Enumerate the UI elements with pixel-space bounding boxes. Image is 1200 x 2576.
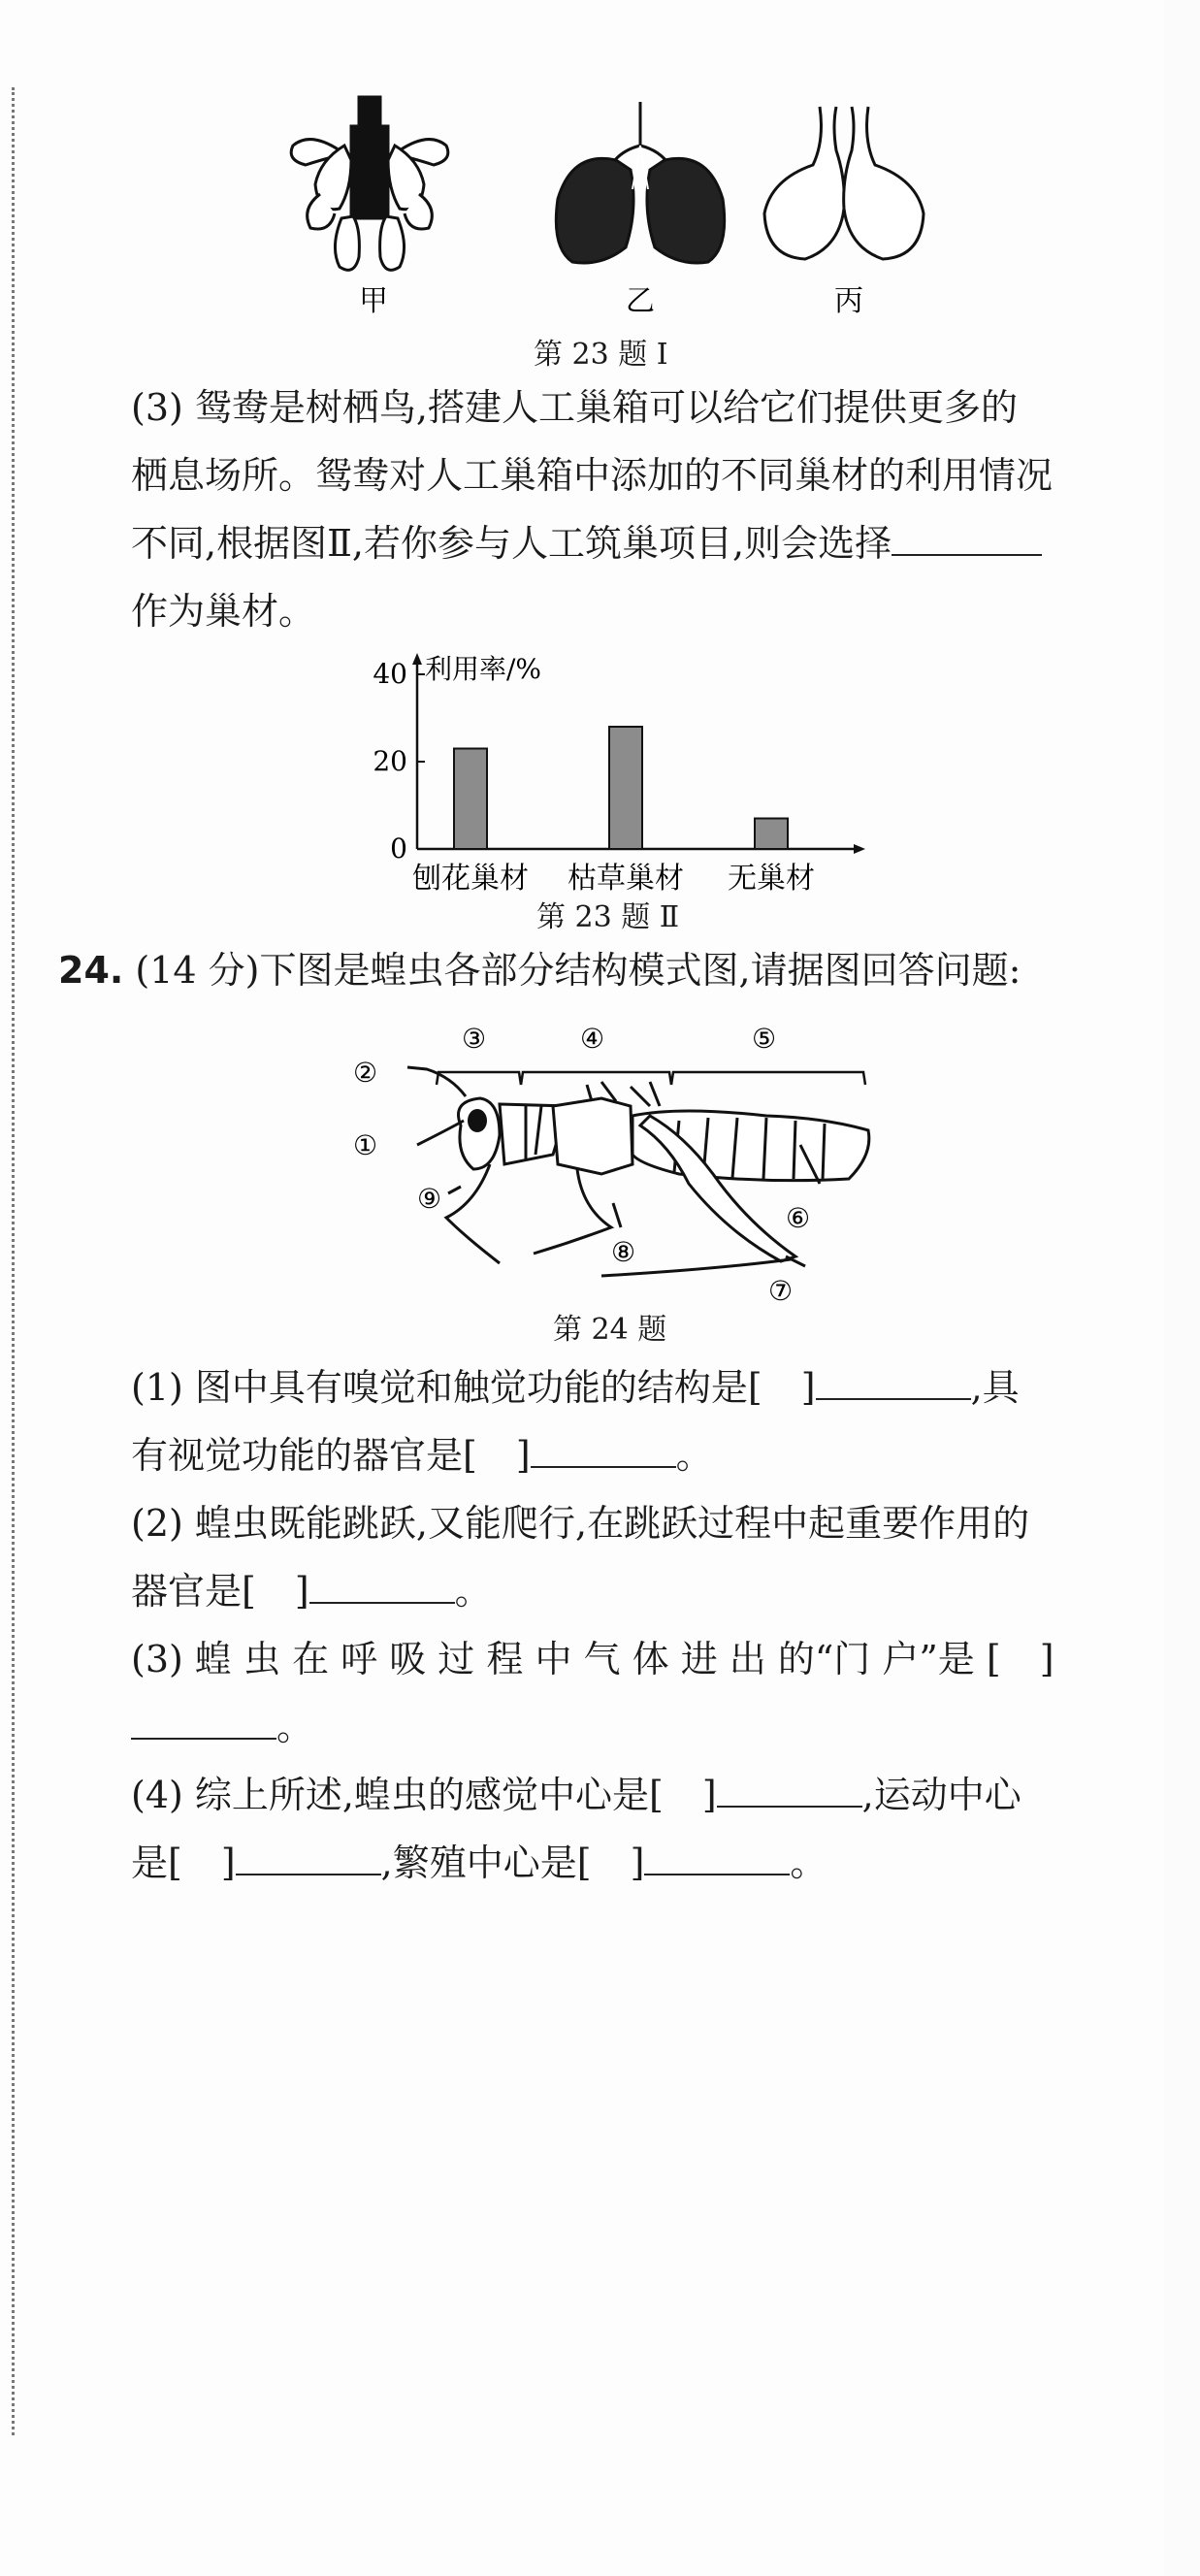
q24-2-blank[interactable] [309, 1565, 455, 1604]
q23-3-line-1: (3) 鸳鸯是树栖鸟,搭建人工巢箱可以给它们提供更多的 [131, 386, 1018, 429]
q24-stem: (14 分)下图是蝗虫各部分结构模式图,请据图回答问题: [135, 949, 1022, 992]
q24-3-line-2 [131, 1693, 313, 1761]
q24-3-line-1 [131, 1625, 1054, 1693]
q23-3-line-4: 作为巢材。 [131, 590, 316, 633]
q24-1-line-2 [131, 1421, 713, 1489]
q24-4-text-f: ,繁殖中心是[ [380, 1842, 592, 1884]
figure-24-caption: 第 24 题 [553, 1313, 667, 1347]
q24-3-text-c: 。 [276, 1706, 314, 1748]
figure-23-1-organs [281, 92, 980, 325]
y-axis-label: 利用率/% [425, 653, 542, 685]
organ-bing-frog-lungs [764, 107, 924, 259]
q24-4-text-d: 是[ [131, 1842, 182, 1884]
q24-2-text-c: ] [294, 1570, 309, 1613]
figure-23-1-caption: 第 23 题 Ⅰ [534, 338, 668, 372]
q24-4-text-b: ] [701, 1774, 717, 1816]
q24-2-text-b: 器官是[ [131, 1570, 256, 1613]
binding-margin-line [12, 87, 15, 2435]
figure-23-2-caption: 第 23 题 Ⅱ [536, 900, 680, 934]
label-5: ⑤ [752, 1023, 777, 1055]
label-3: ③ [462, 1023, 487, 1055]
q24-2-line-1: (2) 蝗虫既能跳跃,又能爬行,在跳跃过程中起重要作用的 [131, 1502, 1030, 1545]
label-1: ① [353, 1129, 378, 1161]
q24-4-blank-3[interactable] [644, 1837, 790, 1875]
q23-3-line-3 [131, 509, 1042, 577]
y-tick-label: 0 [390, 832, 407, 864]
organ-label-bing: 丙 [834, 284, 863, 318]
q24-4-text-g: ] [630, 1842, 645, 1884]
compound-eye [468, 1109, 487, 1132]
x-category-label: 枯草巢材 [568, 862, 684, 896]
q24-4-blank-1[interactable] [717, 1769, 862, 1808]
q24-number: 24. [58, 949, 124, 992]
grasshopper-body [459, 1082, 869, 1261]
q24-4-text-h: 。 [790, 1842, 827, 1884]
q24-4-blank-2[interactable] [236, 1837, 381, 1875]
q24-1-text-e: ] [515, 1434, 531, 1477]
q24-4-line-2 [131, 1829, 827, 1897]
q24-4-line-1 [131, 1761, 1022, 1829]
label-9: ⑨ [417, 1183, 442, 1215]
label-4: ④ [580, 1023, 605, 1055]
x-category-label: 无巢材 [728, 862, 815, 896]
label-6: ⑥ [786, 1202, 811, 1234]
y-tick-label: 40 [373, 658, 407, 690]
x-category-label: 刨花巢材 [412, 862, 529, 896]
label-7: ⑦ [768, 1275, 794, 1307]
q24-1-text-a: (1) 图中具有嗅觉和触觉功能的结构是[ [131, 1366, 762, 1409]
q24-1-line-1 [131, 1353, 1020, 1421]
q23-3-answer-blank[interactable] [892, 517, 1042, 556]
organ-label-yi: 乙 [626, 284, 655, 318]
label-2: ② [353, 1057, 378, 1089]
q24-2-line-2 [131, 1557, 492, 1625]
q24-3-text-b: ] [1039, 1638, 1054, 1680]
q24-2-text-d: 。 [454, 1570, 492, 1613]
organ-yi-mammal-lungs [556, 102, 724, 263]
q24-1-text-d: 有视觉功能的器官是[ [131, 1434, 477, 1477]
q24-1-text-f: 。 [675, 1434, 713, 1477]
q23-3-line-3-text: 不同,根据图Ⅱ,若你参与人工筑巢项目,则会选择 [131, 522, 892, 565]
q23-3-line-2: 栖息场所。鸳鸯对人工巢箱中添加的不同巢材的利用情况 [131, 454, 1054, 497]
q24-3-blank[interactable] [131, 1701, 276, 1740]
label-8: ⑧ [611, 1236, 636, 1268]
q24-1-text-b: ] [800, 1366, 816, 1409]
y-axis-arrow [412, 653, 422, 665]
q24-3-text-a: (3) 蝗 虫 在 呼 吸 过 程 中 气 体 进 出 的“门 户”是 [ [131, 1638, 1001, 1680]
figure-23-2-bar-chart [369, 640, 873, 902]
q24-4-text-c: ,运动中心 [861, 1774, 1022, 1816]
bar [755, 819, 788, 850]
bar [454, 749, 487, 850]
organ-label-jia: 甲 [359, 284, 388, 318]
organ-jia-bird-lungs [291, 97, 448, 270]
q24-1-blank-1[interactable] [816, 1361, 971, 1400]
q24-1-text-c: ,具 [970, 1366, 1020, 1409]
figure-24-grasshopper [353, 1009, 883, 1307]
bar [609, 727, 642, 849]
y-tick-label: 20 [373, 745, 407, 777]
q24-4-text-e: ] [220, 1842, 236, 1884]
q24-1-blank-2[interactable] [531, 1429, 676, 1468]
q24-stem-line [58, 936, 1021, 1004]
x-axis-arrow [854, 844, 865, 854]
q24-4-text-a: (4) 综上所述,蝗虫的感觉中心是[ [131, 1774, 664, 1816]
